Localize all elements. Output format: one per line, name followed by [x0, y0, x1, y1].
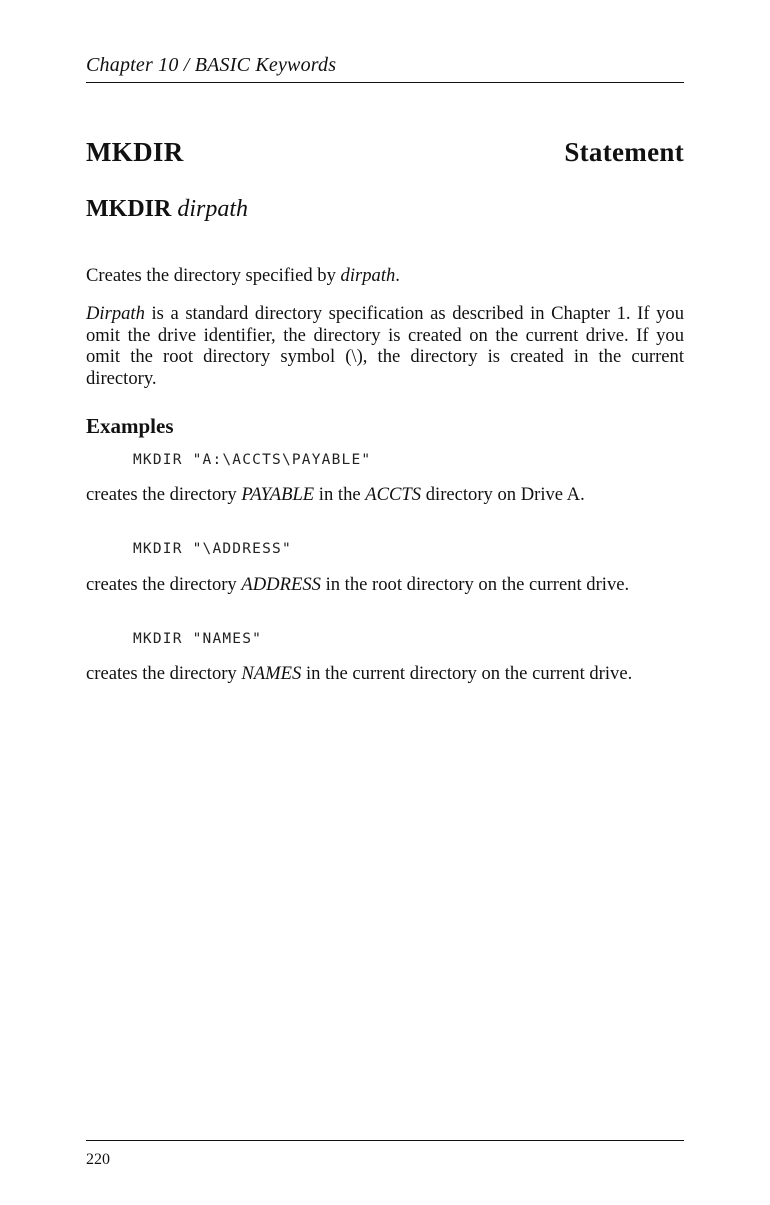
example-explanation-3: [86, 663, 684, 685]
syntax-argument: dirpath: [177, 196, 249, 222]
example-code-2: MKDIR "\ADDRESS": [133, 541, 292, 557]
manual-page: [86, 0, 684, 1205]
ex2-pre: creates the directory: [86, 574, 242, 595]
ex1-post: directory on Drive A.: [421, 484, 585, 505]
example-explanation-1: [86, 484, 684, 506]
example-code-1: MKDIR "A:\ACCTS\PAYABLE": [133, 452, 372, 468]
ex2-name1: ADDRESS: [241, 574, 321, 595]
ex1-name2: ACCTS: [365, 484, 422, 505]
examples-heading: Examples: [86, 414, 174, 438]
p1-text: Creates the directory specified by: [86, 265, 341, 286]
p1-end: .: [395, 265, 400, 286]
p2-argument: Dirpath: [86, 303, 145, 324]
syntax-keyword: MKDIR: [86, 196, 172, 222]
ex1-mid: in the: [314, 484, 366, 505]
ex2-post: in the root directory on the current drive.: [320, 574, 630, 595]
header-rule: [86, 82, 684, 83]
ex3-name1: NAMES: [241, 663, 302, 684]
example-code-3: MKDIR "NAMES": [133, 631, 263, 647]
p2-text: is a standard directory specification as described in Chapter 1. If you omit the drive identifier, the directory is created on the current drive. If you omit the root directory symbol (\), the directory is created in the current directory.: [86, 303, 684, 389]
page-number: 220: [86, 1151, 110, 1168]
footer-rule: [86, 1140, 684, 1141]
description-paragraph-1: [86, 265, 684, 287]
ex1-pre: creates the directory: [86, 484, 242, 505]
example-explanation-2: [86, 574, 684, 596]
p1-argument: dirpath: [340, 265, 396, 286]
description-paragraph-2: [86, 303, 684, 389]
ex1-name1: PAYABLE: [241, 484, 315, 505]
running-head: Chapter 10 / BASIC Keywords: [86, 54, 337, 76]
syntax-line: [86, 196, 248, 223]
keyword-type: Statement: [564, 137, 684, 167]
ex3-post: in the current directory on the current drive.: [301, 663, 633, 684]
keyword-title: MKDIR: [86, 137, 184, 167]
ex3-pre: creates the directory: [86, 663, 242, 684]
